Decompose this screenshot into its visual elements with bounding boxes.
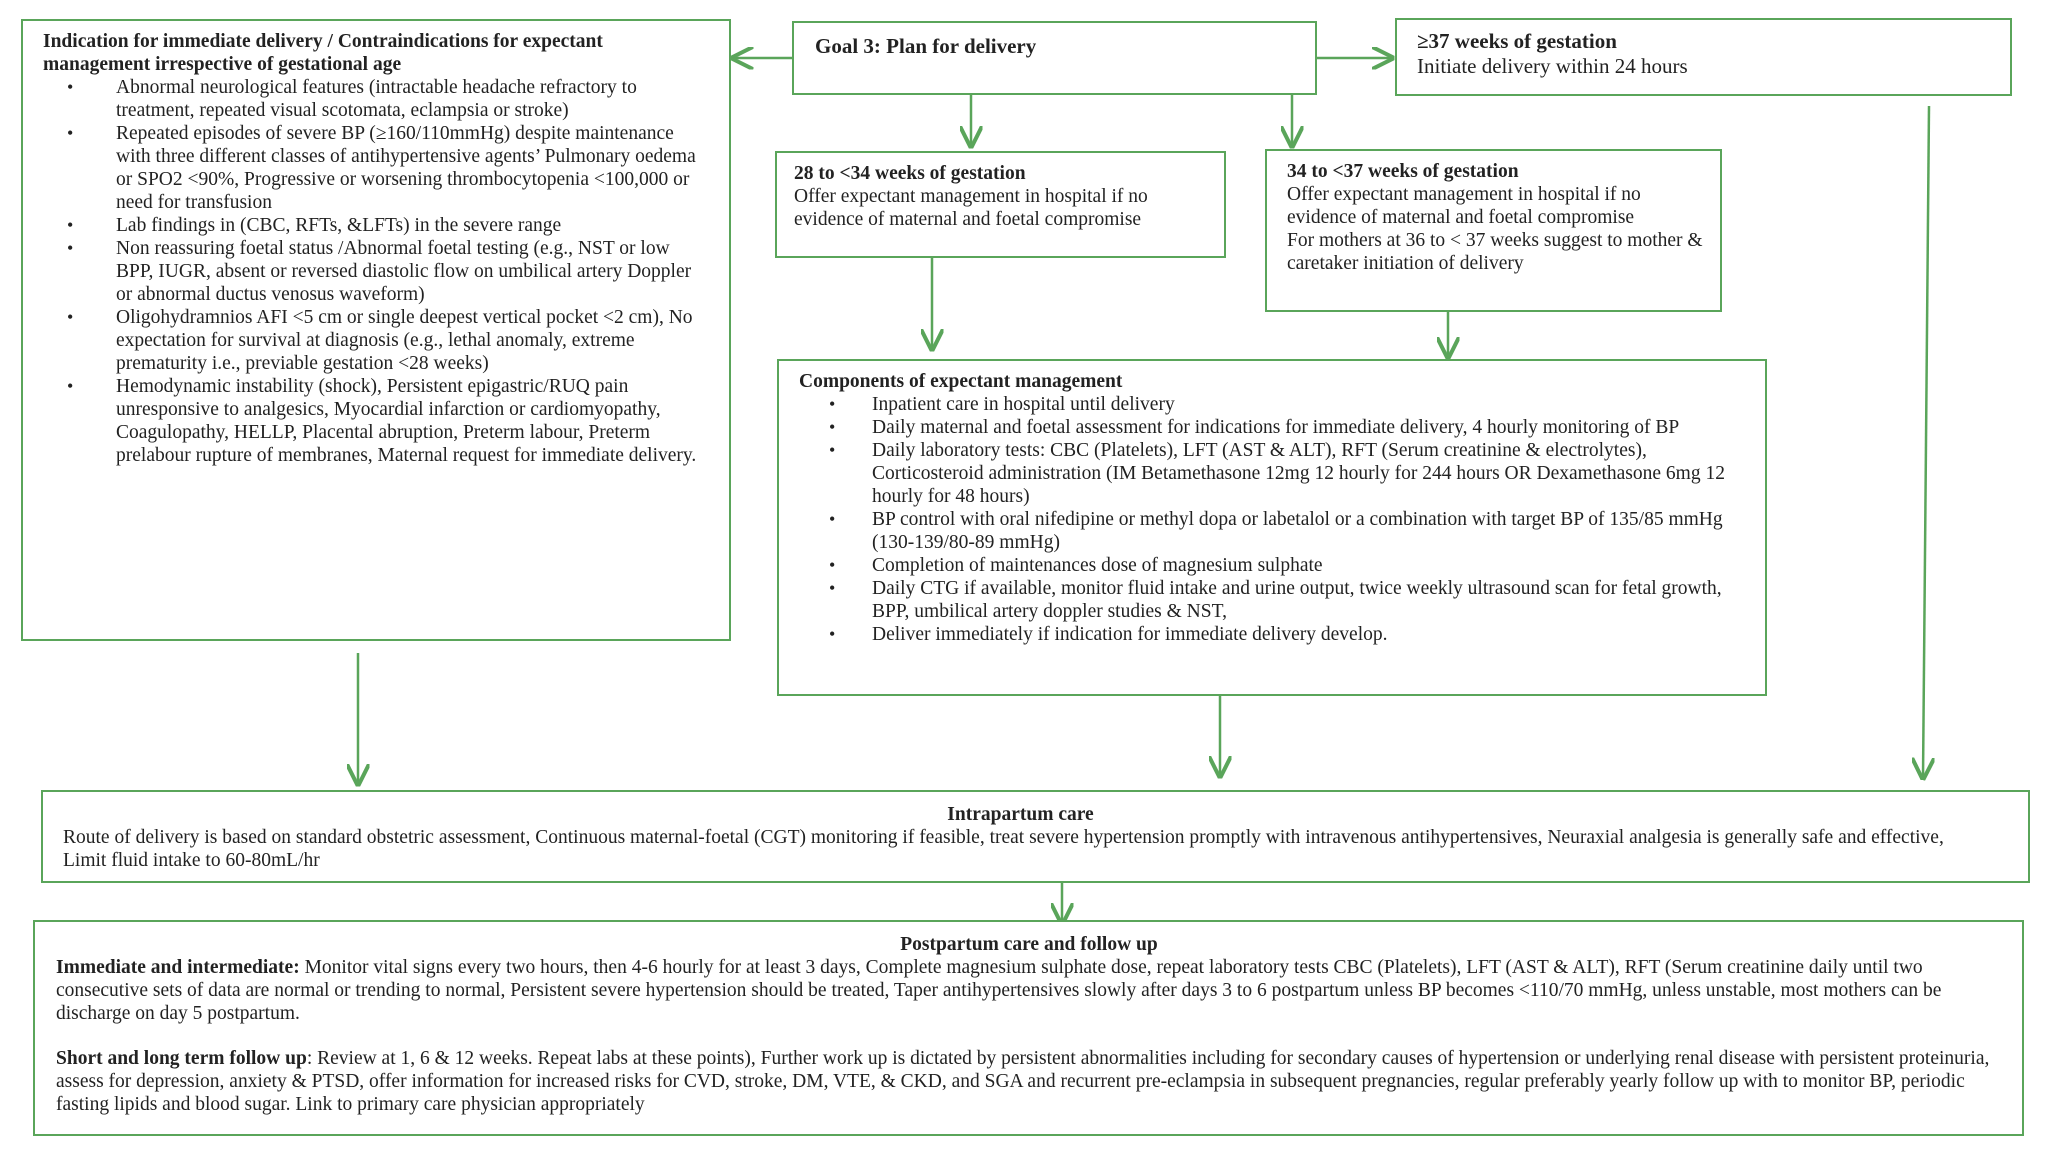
immediate-item: • Lab findings in (CBC, RFTs, &LFTs) in the severe range: [23, 214, 711, 237]
w28-title: 28 to <34 weeks of gestation: [794, 163, 1026, 184]
intrapartum-text: Route of delivery is based on standard obstetric assessment, Continuous maternal-foetal (CGT) monitoring if feasible, treat severe hypertension promptly with intravenous antihypertensives, Neuraxial analgesia is generally safe and effective, Limit fluid intake to 60-80mL/hr: [63, 827, 1944, 871]
immediate-title: Indication for immediate delivery / Contraindications for expectant management irrespective of gestational age: [43, 31, 603, 75]
immediate-item: • Non reassuring foetal status /Abnormal foetal testing (e.g., NST or low BPP, IUGR, absent or reversed diastolic flow on umbilical artery Doppler or abnormal ductus venosus waveform): [23, 237, 711, 306]
components-title: Components of expectant management: [799, 371, 1123, 392]
intrapartum-box: [41, 790, 2030, 883]
components-item: • Completion of maintenances dose of magnesium sulphate: [779, 554, 1729, 577]
postpartum-immediate-label: Immediate and intermediate:: [56, 957, 300, 978]
goal-title: Goal 3: Plan for delivery: [815, 34, 1037, 58]
w34-text: Offer expectant management in hospital if no evidence of maternal and foetal compromise: [1287, 184, 1641, 228]
w28-text: Offer expectant management in hospital if no evidence of maternal and foetal compromise: [794, 186, 1148, 230]
immediate-list: [23, 76, 711, 467]
postpartum-box: [33, 920, 2024, 1136]
postpartum-followup-paragraph: [56, 1047, 2002, 1116]
w34-title: 34 to <37 weeks of gestation: [1287, 161, 1519, 182]
immediate-item: • Hemodynamic instability (shock), Persistent epigastric/RUQ pain unresponsive to analgesics, Myocardial infarction or cardiomyopathy, Coagulopathy, HELLP, Placental abruption, Preterm labour, Preterm prelabour rupture of membranes, Maternal request for immediate delivery.: [23, 375, 711, 467]
postpartum-followup-label: Short and long term follow up: [56, 1048, 307, 1069]
immediate-item: • Oligohydramnios AFI <5 cm or single deepest vertical pocket <2 cm), No expectation for survival at diagnosis (e.g., lethal anomaly, extreme prematurity i.e., previable gestation <28 weeks): [23, 306, 711, 375]
components-item: • Inpatient care in hospital until delivery: [779, 393, 1729, 416]
postpartum-followup-text: : Review at 1, 6 & 12 weeks. Repeat labs at these points), Further work up is dictated by persistent abnormalities including for secondary causes of hypertension or underlying renal disease with persistent proteinuria, assess for depression, anxiety & PTSD, offer information for increased risks for CVD, stroke, DM, VTE, & CKD, and SGA and recurrent pre-eclampsia in subsequent pregnancies, regular preferably yearly follow up with to monitor BP, periodic fasting lipids and blood sugar. Link to primary care physician appropriately: [56, 1048, 1990, 1115]
components-item: • Daily CTG if available, monitor fluid intake and urine output, twice weekly ultrasound scan for fetal growth, BPP, umbilical artery doppler studies & NST,: [779, 577, 1729, 623]
ge37-text: Initiate delivery within 24 hours: [1417, 54, 1688, 78]
postpartum-title: Postpartum care and follow up: [900, 934, 1158, 955]
w34-text2: For mothers at 36 to < 37 weeks suggest to mother & caretaker initiation of delivery: [1287, 230, 1703, 274]
postpartum-immediate-text: Monitor vital signs every two hours, then 4-6 hourly for at least 3 days, Complete magnesium sulphate dose, repeat laboratory tests CBC (Platelets), LFT (AST & ALT), RFT (Serum creatinine daily until two consecutive sets of data are normal or trending to normal, Persistent severe hypertension should be treated, Taper antihypertensives slowly after days 3 to 6 postpartum unless BP becomes <110/70 mmHg, unless unstable, most mothers can be discharge on day 5 postpartum.: [56, 957, 1942, 1024]
postpartum-immediate-paragraph: [56, 956, 2002, 1025]
components-item: • Daily laboratory tests: CBC (Platelets), LFT (AST & ALT), RFT (Serum creatinine & electrolytes), Corticosteroid administration (IM Betamethasone 12mg 12 hourly for 244 hours OR Dexamethasone 6mg 12 hourly for 48 hours): [779, 439, 1729, 508]
immediate-item: • Abnormal neurological features (intractable headache refractory to treatment, repeated visual scotomata, eclampsia or stroke): [23, 76, 711, 122]
w34-box: [1265, 149, 1722, 312]
ge37-title: ≥37 weeks of gestation: [1417, 29, 1617, 53]
components-item: • BP control with oral nifedipine or methyl dopa or labetalol or a combination with target BP of 135/85 mmHg (130-139/80-89 mmHg): [779, 508, 1729, 554]
ge37-box: [1395, 18, 2012, 96]
components-box: [777, 359, 1767, 696]
immediate-item: • Repeated episodes of severe BP (≥160/110mmHg) despite maintenance with three different classes of antihypertensive agents’ Pulmonary oedema or SPO2 <90%, Progressive or worsening thrombocytopenia <100,000 or need for transfusion: [23, 122, 711, 214]
components-item: • Deliver immediately if indication for immediate delivery develop.: [779, 623, 1729, 646]
immediate-delivery-box: [21, 19, 731, 641]
arrow-ge37-to-intrapartum: [1923, 106, 1929, 778]
goal-box: [792, 21, 1317, 95]
w28-box: [775, 151, 1226, 258]
components-list: [779, 393, 1729, 646]
intrapartum-title: Intrapartum care: [947, 804, 1094, 825]
components-item: • Daily maternal and foetal assessment for indications for immediate delivery, 4 hourly monitoring of BP: [779, 416, 1729, 439]
